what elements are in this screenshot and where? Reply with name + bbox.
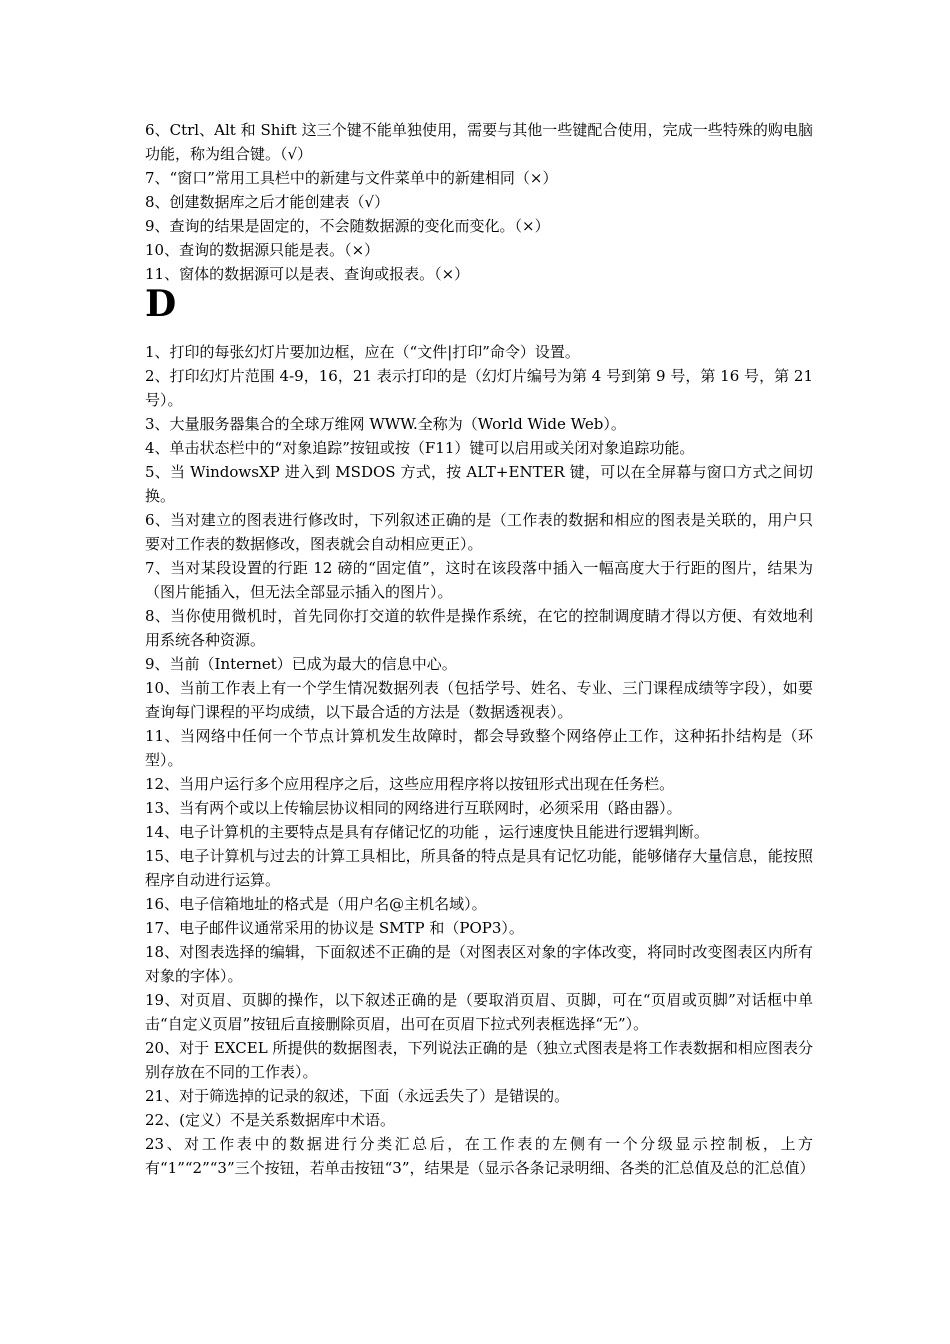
list-item: 1、打印的每张幻灯片要加边框，应在（“文件|打印”命令）设置。: [145, 343, 580, 361]
list-item: 5、当 WindowsXP 进入到 MSDOS 方式，按 ALT+ENTER 键，可以在全屏幕与窗口方式之间切换。: [145, 463, 813, 505]
list-item: 10、查询的数据源只能是表。（×）: [145, 241, 380, 259]
list-item: 20、对于 EXCEL 所提供的数据图表，下列说法正确的是（独立式图表是将工作表数据和相应图表分别存放在不同的工作表）。: [145, 1039, 813, 1081]
list-item: 12、当用户运行多个应用程序之后，这些应用程序将以按钮形式出现在任务栏。: [145, 775, 675, 793]
list-item: 11、当网络中任何一个节点计算机发生故障时，都会导致整个网络停止工作，这种拓扑结构是（环型）。: [145, 727, 813, 769]
list-item: 8、当你使用微机时，首先同你打交道的软件是操作系统，在它的控制调度睛才得以方便、有效地利用系统各种资源。: [145, 607, 813, 649]
list-item: 13、当有两个或以上传输层协议相同的网络进行互联网时，必须采用（路由器）。: [145, 799, 682, 817]
list-item: 17、电子邮件议通常采用的协议是 SMTP 和（POP3）。: [145, 919, 524, 937]
list-item: 6、当对建立的图表进行修改时，下列叙述正确的是（工作表的数据和相应的图表是关联的，用户只要对工作表的数据修改，图表就会自动相应更正）。: [145, 511, 813, 553]
list-item: 9、查询的结果是固定的，不会随数据源的变化而变化。（×）: [145, 217, 550, 235]
list-item: 15、电子计算机与过去的计算工具相比，所具备的特点是具有记忆功能，能够储存大量信息，能按照程序自动进行运算。: [145, 847, 813, 889]
list-item: 7、当对某段设置的行距 12 磅的“固定值”，这时在该段落中插入一幅高度大于行距的图片，结果为（图片能插入，但无法全部显示插入的图片）。: [145, 559, 813, 601]
list-item: 14、电子计算机的主要特点是具有存储记忆的功能 ，运行速度快且能进行逻辑判断。: [145, 823, 709, 841]
list-item: 10、当前工作表上有一个学生情况数据列表（包括学号、姓名、专业、三门课程成绩等字段），如要查询每门课程的平均成绩，以下最合适的方法是（数据透视表）。: [145, 679, 813, 721]
list-item: 3、大量服务器集合的全球万维网 WWW.全称为（World Wide Web）。: [145, 415, 626, 433]
list-item: 4、单击状态栏中的“对象追踪”按钮或按（F11）键可以启用或关闭对象追踪功能。: [145, 439, 695, 457]
list-item: 22、(定义）不是关系数据库中术语。: [145, 1111, 395, 1129]
list-item: 23、对工作表中的数据进行分类汇总后，在工作表的左侧有一个分级显示控制板，上方有“1”“2”“3”三个按钮，若单击按钮“3”，结果是（显示各条记录明细、各类的汇总值及总的汇总值）: [145, 1135, 815, 1177]
list-item: 7、“窗口”常用工具栏中的新建与文件菜单中的新建相同（×）: [145, 169, 558, 187]
section-heading: D: [145, 283, 177, 325]
section-c-tail: [145, 118, 813, 286]
list-item: 18、对图表选择的编辑，下面叙述不正确的是（对图表区对象的字体改变，将同时改变图表区内所有对象的字体）。: [145, 943, 813, 985]
list-item: 9、当前（Internet）已成为最大的信息中心。: [145, 655, 457, 673]
list-item: 8、创建数据库之后才能创建表（√）: [145, 193, 390, 211]
list-item: 11、窗体的数据源可以是表、查询或报表。（×）: [145, 265, 470, 283]
list-item: 6、Ctrl、Alt 和 Shift 这三个键不能单独使用，需要与其他一些键配合使用，完成一些特殊的购电脑功能，称为组合键。（√）: [145, 121, 813, 163]
list-item: 16、电子信箱地址的格式是（用户名@主机名域）。: [145, 895, 487, 913]
list-item: 2、打印幻灯片范围 4-9，16，21 表示打印的是（幻灯片编号为第 4 号到第 9 号，第 16 号，第 21 号）。: [145, 367, 813, 409]
list-item: 21、对于筛选掉的记录的叙述，下面（永远丢失了）是错误的。: [145, 1087, 570, 1105]
section-d-list: [145, 340, 813, 1180]
list-item: 19、对页眉、页脚的操作，以下叙述正确的是（要取消页眉、页脚，可在“页眉或页脚”对话框中单击“自定义页眉”按钮后直接删除页眉，出可在页眉下拉式列表框选择“无”）。: [145, 991, 813, 1033]
